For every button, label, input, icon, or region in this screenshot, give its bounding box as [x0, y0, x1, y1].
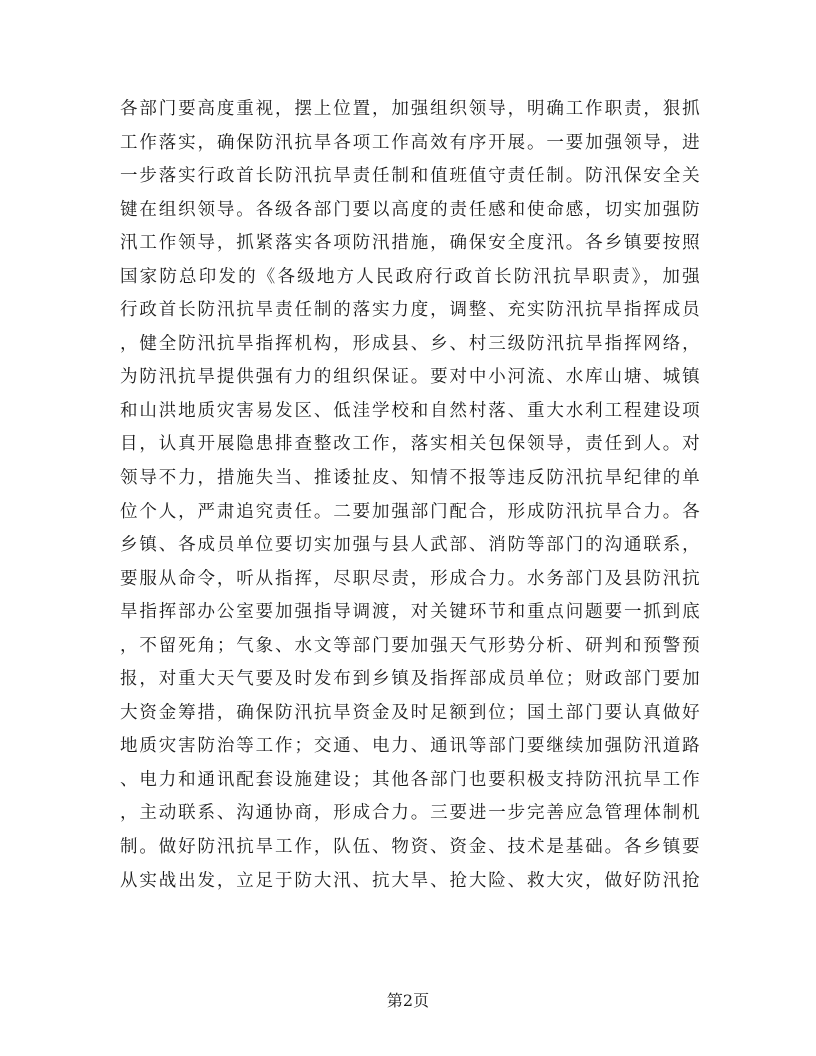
text-line: 位个人，严肃追究责任。二要加强部门配合，形成防汛抗旱合力。各 — [120, 501, 700, 522]
text-line: 和山洪地质灾害易发区、低洼学校和自然村落、重大水利工程建设项 — [120, 400, 700, 421]
body-text — [120, 97, 700, 902]
text-line: 大资金筹措，确保防汛抗旱资金及时足额到位；国土部门要认真做好 — [120, 702, 700, 723]
text-line: 键在组织领导。各级各部门要以高度的责任感和使命感，切实加强防 — [120, 199, 700, 220]
text-line: 各部门要高度重视，摆上位置，加强组织领导，明确工作职责，狠抓 — [120, 99, 700, 119]
text-line: 乡镇、各成员单位要切实加强与县人武部、消防等部门的沟通联系， — [120, 535, 700, 556]
text-line: ，主动联系、沟通协商，形成合力。三要进一步完善应急管理体制机 — [120, 803, 700, 824]
text-line: 国家防总印发的《各级地方人民政府行政首长防汛抗旱职责》，加强 — [120, 266, 700, 287]
text-line: 为防汛抗旱提供强有力的组织保证。要对中小河流、水库山塘、城镇 — [120, 367, 700, 388]
text-line: 一步落实行政首长防汛抗旱责任制和值班值守责任制。防汛保安全关 — [120, 166, 700, 187]
page-number: 第2页 — [386, 991, 430, 1010]
text-line: 地质灾害防治等工作；交通、电力、通讯等部门要继续加强防汛道路 — [120, 736, 700, 757]
text-line: 从实战出发，立足于防大汛、抗大旱、抢大险、救大灾，做好防汛抢 — [120, 870, 700, 891]
text-line: ，健全防汛抗旱指挥机构，形成县、乡、村三级防汛抗旱指挥网络， — [120, 333, 700, 354]
text-line: 报，对重大天气要及时发布到乡镇及指挥部成员单位；财政部门要加 — [120, 669, 700, 690]
text-line: 、电力和通讯配套设施建设；其他各部门也要积极支持防汛抗旱工作 — [120, 769, 700, 790]
text-line: 目，认真开展隐患排查整改工作，落实相关包保领导，责任到人。对 — [120, 434, 700, 455]
text-line: 行政首长防汛抗旱责任制的落实力度，调整、充实防汛抗旱指挥成员 — [120, 300, 700, 321]
text-line: 工作落实，确保防汛抗旱各项工作高效有序开展。一要加强领导，进 — [120, 132, 700, 153]
text-line: 旱指挥部办公室要加强指导调渡，对关键环节和重点问题要一抓到底 — [120, 602, 700, 623]
text-line: ，不留死角；气象、水文等部门要加强天气形势分析、研判和预警预 — [120, 635, 700, 656]
text-line: 领导不力，措施失当、推诿扯皮、知情不报等违反防汛抗旱纪律的单 — [120, 468, 700, 489]
text-line: 汛工作领导，抓紧落实各项防汛措施，确保安全度汛。各乡镇要按照 — [120, 233, 700, 254]
text-line: 要服从命令，听从指挥，尽职尽责，形成合力。水务部门及县防汛抗 — [120, 568, 700, 589]
text-line: 制。做好防汛抗旱工作，队伍、物资、资金、技术是基础。各乡镇要 — [120, 837, 700, 858]
